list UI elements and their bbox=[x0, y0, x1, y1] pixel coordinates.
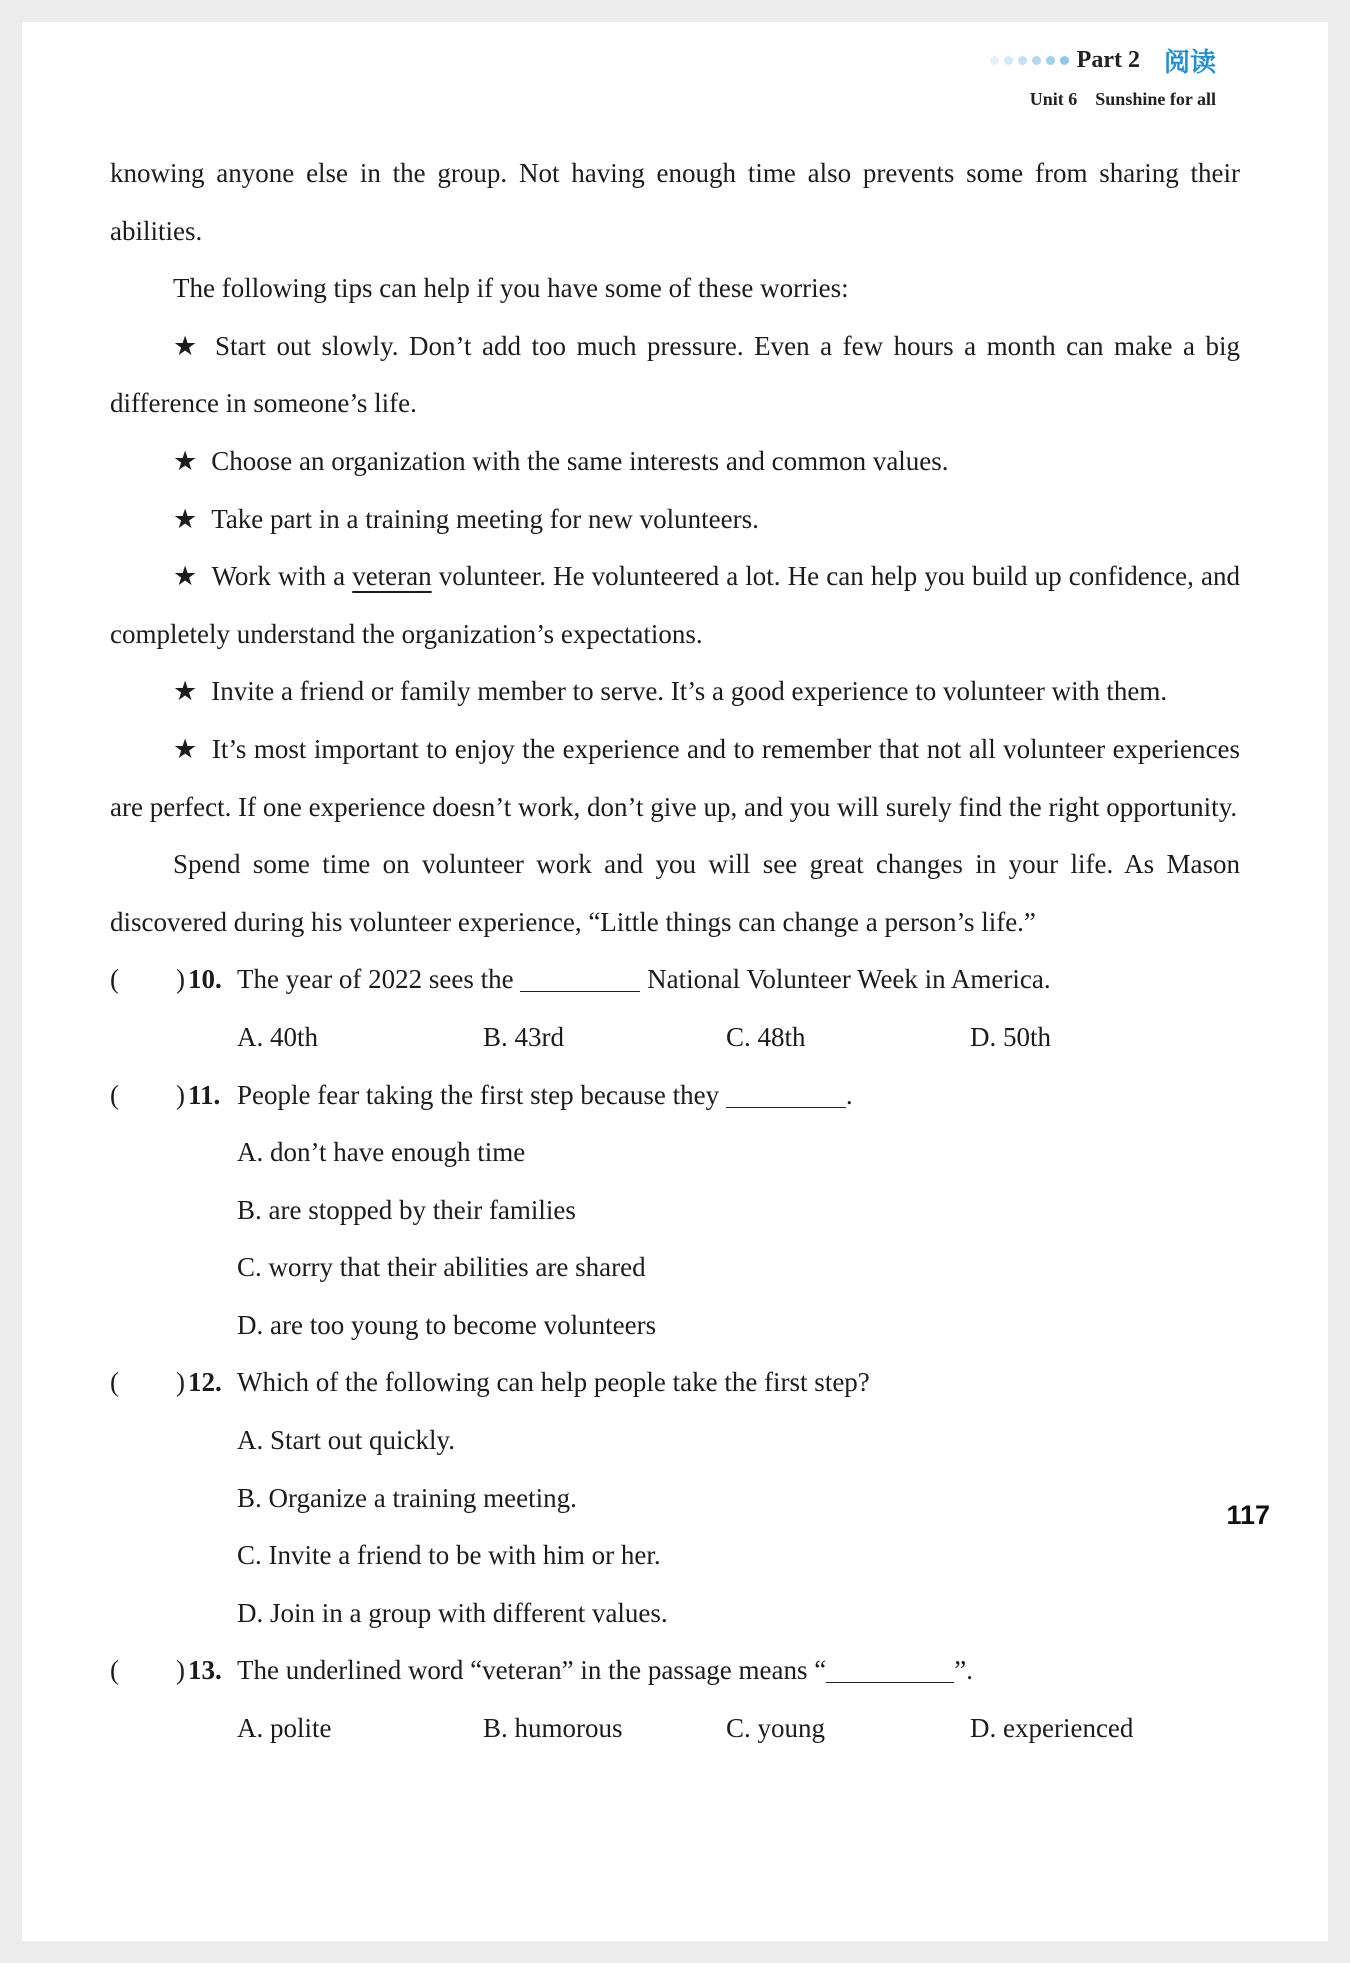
answer-paren-open[interactable]: ( bbox=[110, 1367, 119, 1398]
decorative-dots bbox=[990, 56, 1069, 65]
option-a[interactable]: A. Start out quickly. bbox=[237, 1425, 455, 1456]
page bbox=[22, 22, 1328, 1941]
question-number: 10. bbox=[188, 964, 222, 995]
tip-item: ★ It’s most important to enjoy the experience and to remember that not all volunteer experiences are perfect. If one experience doesn’t work, don’t give up, and you will surely find the right opportunity. bbox=[110, 733, 1240, 822]
main-content bbox=[110, 145, 1240, 1758]
option-b[interactable]: B. are stopped by their families bbox=[237, 1194, 576, 1225]
tip-item: ★ Choose an organization with the same interests and common values. bbox=[173, 445, 949, 476]
options-row bbox=[110, 1700, 1240, 1758]
answer-paren-close: ) bbox=[176, 964, 185, 995]
answer-blank[interactable] bbox=[520, 961, 640, 992]
option-d[interactable]: D. experienced bbox=[970, 1713, 1134, 1744]
answer-blank[interactable] bbox=[726, 1077, 846, 1108]
option-b[interactable]: B. 43rd bbox=[483, 1021, 564, 1052]
question-stem: The year of 2022 sees the National Volunteer Week in America. bbox=[237, 951, 1051, 1009]
paragraph: knowing anyone else in the group. Not having enough time also prevents some from sharing their abilities. bbox=[110, 158, 1240, 246]
star-icon: ★ bbox=[173, 503, 198, 534]
answer-blank[interactable] bbox=[826, 1652, 954, 1683]
section-label: 阅读 bbox=[1163, 48, 1216, 78]
part-label: Part 2 bbox=[1076, 47, 1140, 73]
option-c[interactable]: C. young bbox=[726, 1713, 826, 1744]
option-a[interactable]: A. don’t have enough time bbox=[237, 1137, 526, 1168]
options-row bbox=[110, 1009, 1240, 1067]
page-number: 117 bbox=[1226, 1500, 1270, 1530]
star-icon: ★ bbox=[173, 733, 198, 764]
answer-paren-close: ) bbox=[176, 1079, 185, 1110]
option-c[interactable]: C. worry that their abilities are shared bbox=[237, 1252, 646, 1283]
question-number: 12. bbox=[188, 1367, 222, 1398]
question-12 bbox=[110, 1354, 1240, 1412]
unit-title: Sunshine for all bbox=[1095, 89, 1216, 109]
tip-item: ★ Work with a veteran volunteer. He volunteered a lot. He can help you build up confidence, and completely understand the organization’s expectations. bbox=[110, 561, 1240, 649]
question-10 bbox=[110, 951, 1240, 1009]
option-d[interactable]: D. are too young to become volunteers bbox=[237, 1309, 657, 1340]
answer-paren-open[interactable]: ( bbox=[110, 964, 119, 995]
star-icon: ★ bbox=[173, 676, 198, 707]
answer-paren-close: ) bbox=[176, 1367, 185, 1398]
question-stem: People fear taking the first step because they . bbox=[237, 1067, 853, 1125]
answer-paren-close: ) bbox=[176, 1655, 185, 1686]
tip-item: ★ Start out slowly. Don’t add too much pressure. Even a few hours a month can make a big difference in someone’s life. bbox=[110, 330, 1240, 419]
unit-line bbox=[990, 89, 1216, 110]
question-13 bbox=[110, 1642, 1240, 1700]
paragraph: Spend some time on volunteer work and you will see great changes in your life. As Mason discovered during his volunteer experience, “Little things can change a person’s life.” bbox=[110, 849, 1240, 937]
tip-item: ★ Invite a friend or family member to serve. It’s a good experience to volunteer with them. bbox=[173, 676, 1168, 707]
option-d[interactable]: D. 50th bbox=[970, 1021, 1051, 1052]
option-c[interactable]: C. Invite a friend to be with him or her. bbox=[237, 1540, 661, 1571]
option-a[interactable]: A. polite bbox=[237, 1713, 332, 1744]
option-a[interactable]: A. 40th bbox=[237, 1021, 318, 1052]
option-b[interactable]: B. humorous bbox=[483, 1713, 623, 1744]
running-header bbox=[990, 42, 1216, 110]
option-d[interactable]: D. Join in a group with different values. bbox=[237, 1597, 668, 1628]
question-number: 11. bbox=[188, 1079, 221, 1110]
star-icon: ★ bbox=[173, 330, 201, 361]
tip-item: ★ Take part in a training meeting for new volunteers. bbox=[173, 503, 759, 534]
option-b[interactable]: B. Organize a training meeting. bbox=[237, 1482, 577, 1513]
question-stem: Which of the following can help people take the first step? bbox=[237, 1367, 870, 1398]
paragraph: The following tips can help if you have some of these worries: bbox=[173, 273, 849, 304]
unit-number: Unit 6 bbox=[1029, 89, 1078, 109]
question-number: 13. bbox=[188, 1655, 222, 1686]
answer-paren-open[interactable]: ( bbox=[110, 1079, 119, 1110]
question-stem: The underlined word “veteran” in the passage means “ ”. bbox=[237, 1642, 973, 1700]
question-11 bbox=[110, 1067, 1240, 1125]
star-icon: ★ bbox=[173, 445, 198, 476]
answer-paren-open[interactable]: ( bbox=[110, 1655, 119, 1686]
underlined-word: veteran bbox=[352, 561, 432, 592]
option-c[interactable]: C. 48th bbox=[726, 1021, 806, 1052]
star-icon: ★ bbox=[173, 561, 198, 592]
